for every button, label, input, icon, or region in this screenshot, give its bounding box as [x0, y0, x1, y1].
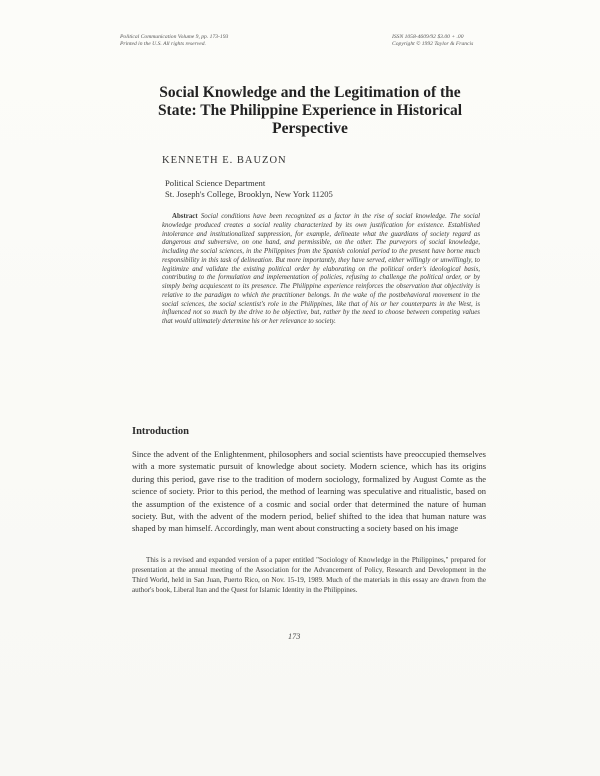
abstract: [162, 213, 480, 327]
print-notice: Printed in the U.S. All rights reserved.: [120, 41, 206, 47]
affiliation-address: St. Joseph's College, Brooklyn, New York 11205: [165, 188, 333, 199]
page-number: 173: [288, 632, 301, 641]
article-title: Social Knowledge and the Legitimation of the State: The Philippine Experience in Historical Perspective: [157, 84, 463, 137]
issn-line: ISSN 1058-4609/92 $3.00 + .00: [392, 34, 464, 40]
section-heading: Introduction: [132, 426, 189, 437]
body-paragraph: Since the advent of the Enlightenment, philosophers and social scientists have preoccupied themselves with a more systematic pursuit of knowledge about society. Modern science, which has its origins during this period, gave rise to the tradition of modern sociology, formalized by August Comte as the science of society. Prior to this period, the method of learning was speculative and ritualistic, based on the assumption of the existence of a cosmic and social order that determined the nature of human society. But, with the advent of the modern period, belief shifted to the idea that human nature was shaped by man himself. Accordingly, man went about constructing a society based on his image: [132, 449, 486, 534]
author-name: KENNETH E. BAUZON: [162, 155, 287, 166]
abstract-text: Social conditions have been recognized as a factor in the rise of social knowledge. The social knowledge produced creates a social reality characterized by its own justification for existence. Established intolerance and institutionalized suppression, for example, delineate what the guardians of society regard as dangerous and subversive, on one hand, and permissible, on the other. The purveyors of social knowledge, including the social sciences, in the Philippines from the Spanish colonial period to the present have borne much responsibility in this task of delineation. But more importantly, they have served, either willingly or unwillingly, to legitimize and validate the existing political order by elaborating on the political order's ideological basis, contributing to the formulation and implementation of policies, refusing to challenge the political order, or by simply being acquiescent to its presence. The Philippine experience reinforces the observation that objectivity is relative to the paradigm to which the practitioner belongs. In the wake of the postbehavioral movement in the social sciences, the social scientist's role in the Philippines, like that of his or her counterparts in the West, is influenced not so much by the drive to be objective, but, rather by the need to choose between competing values that would ultimately determine his or her relevance to society.: [162, 213, 480, 325]
journal-citation: Political Communication Volume 9, pp. 173-193: [120, 34, 229, 40]
journal-header-left: [120, 34, 228, 48]
copyright-line: Copyright © 1992 Taylor & Francis: [392, 41, 474, 47]
author-affiliation: [165, 178, 333, 199]
journal-header-right: [392, 34, 473, 48]
affiliation-department: Political Science Department: [165, 178, 266, 188]
footnote: This is a revised and expanded version of a paper entitled "Sociology of Knowledge in the Philippines," prepared for presentation at the annual meeting of the Association for the Advancement of Policy, Research and Development in the Third World, held in San Juan, Puerto Rico, on Nov. 15-19, 1989. Much of the materials in this essay are drawn from the author's book, Liberal Itan and the Quest for Islamic Identity in the Philippines.: [132, 556, 486, 594]
abstract-label: Abstract: [172, 213, 198, 220]
